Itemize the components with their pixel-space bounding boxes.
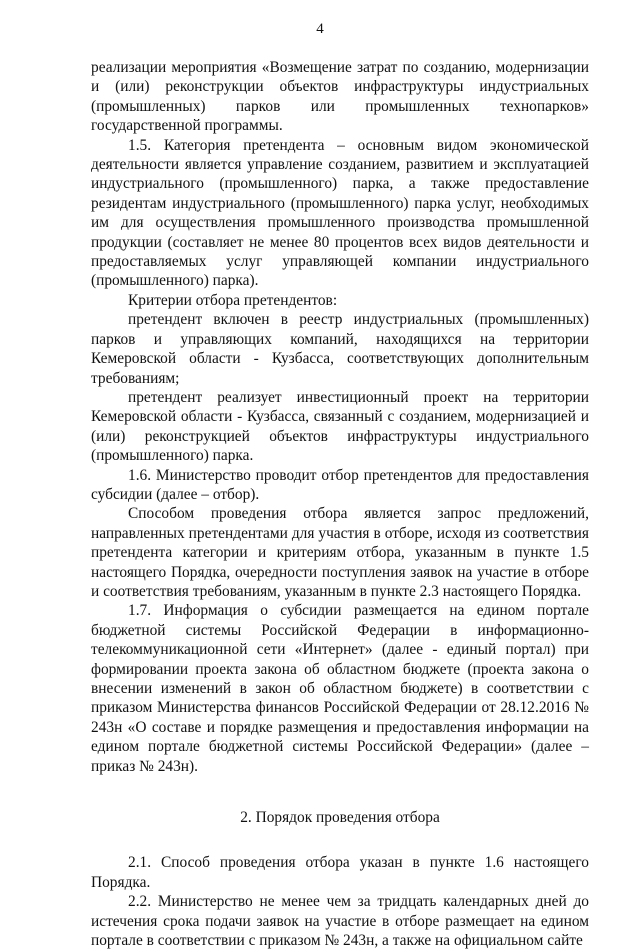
document-body [91, 58, 589, 950]
paragraph-criterion-registry: претендент включен в реестр индустриальных (промышленных) парков и управляющих компаний, находящихся на территории Кемеровской области - Кузбасса, соответствующих дополнительным требованиям; [91, 311, 589, 387]
paragraph-2-1-method: 2.1. Способ проведения отбора указан в пункте 1.6 настоящего Порядка. [91, 854, 589, 891]
paragraph-criteria-heading: Критерии отбора претендентов: [128, 291, 338, 309]
spacer [91, 776, 589, 808]
page-number: 4 [316, 21, 324, 37]
spacer [91, 827, 589, 853]
section-heading: 2. Порядок проведения отбора [240, 809, 440, 827]
paragraph-1-7-information: 1.7. Информация о субсидии размещается на едином портале бюджетной системы Российской Федерации в информационно-телекоммуникационной сети «Интернет» (далее - единый портал) при формировании проекта закона об областном бюджете (проекта закона о внесении изменений в закон об областном бюджете) в соответствии с приказом Министерства финансов Российской Федерации от 28.12.2016 № 243н «О составе и порядке размещения и предоставления информации на едином портале бюджетной системы Российской Федерации» (далее – приказ № 243н). [91, 602, 589, 775]
paragraph-1-6-selection: 1.6. Министерство проводит отбор претендентов для предоставления субсидии (далее – отбор). [91, 466, 589, 503]
paragraph-selection-method: Способом проведения отбора является запрос предложений, направленных претендентами для участия в отборе, исходя из соответствия претендента категории и критериям отбора, указанным в пункте 1.5 настоящего Порядка, очередности поступления заявок на участие в отборе и соответствия требованиям, указанным в пункте 2.3 настоящего Порядка. [91, 505, 589, 600]
paragraph-criterion-project: претендент реализует инвестиционный проект на территории Кемеровской области - Кузбасса, связанный с созданием, модернизацией и (или) реконструкцией объектов инфраструктуры индустриального (промышленного) парка. [91, 388, 589, 465]
paragraph-intro-continuation: реализации мероприятия «Возмещение затрат по созданию, модернизации и (или) реконструкции объектов инфраструктуры индустриальных (промышленных) парков или промышленных технопарков» государственной программы. [91, 59, 589, 135]
paragraph-1-5-category: 1.5. Категория претендента – основным видом экономической деятельности является управление созданием, развитием и эксплуатацией индустриального (промышленного) парка, а также предоставление резидентам индустриального (промышленного) парка услуг, необходимых им для осуществления промышленного производства промышленной продукции (составляет не менее 80 процентов всех видов деятельности и предоставляемых услуг управляющей компании индустриального (промышленного) парка). [91, 136, 589, 290]
paragraph-2-2-announcement: 2.2. Министерство не менее чем за тридцать календарных дней до истечения срока подачи заявок на участие в отборе размещает на едином портале в соответствии с приказом № 243н, а также на официальном сайте [91, 893, 589, 950]
